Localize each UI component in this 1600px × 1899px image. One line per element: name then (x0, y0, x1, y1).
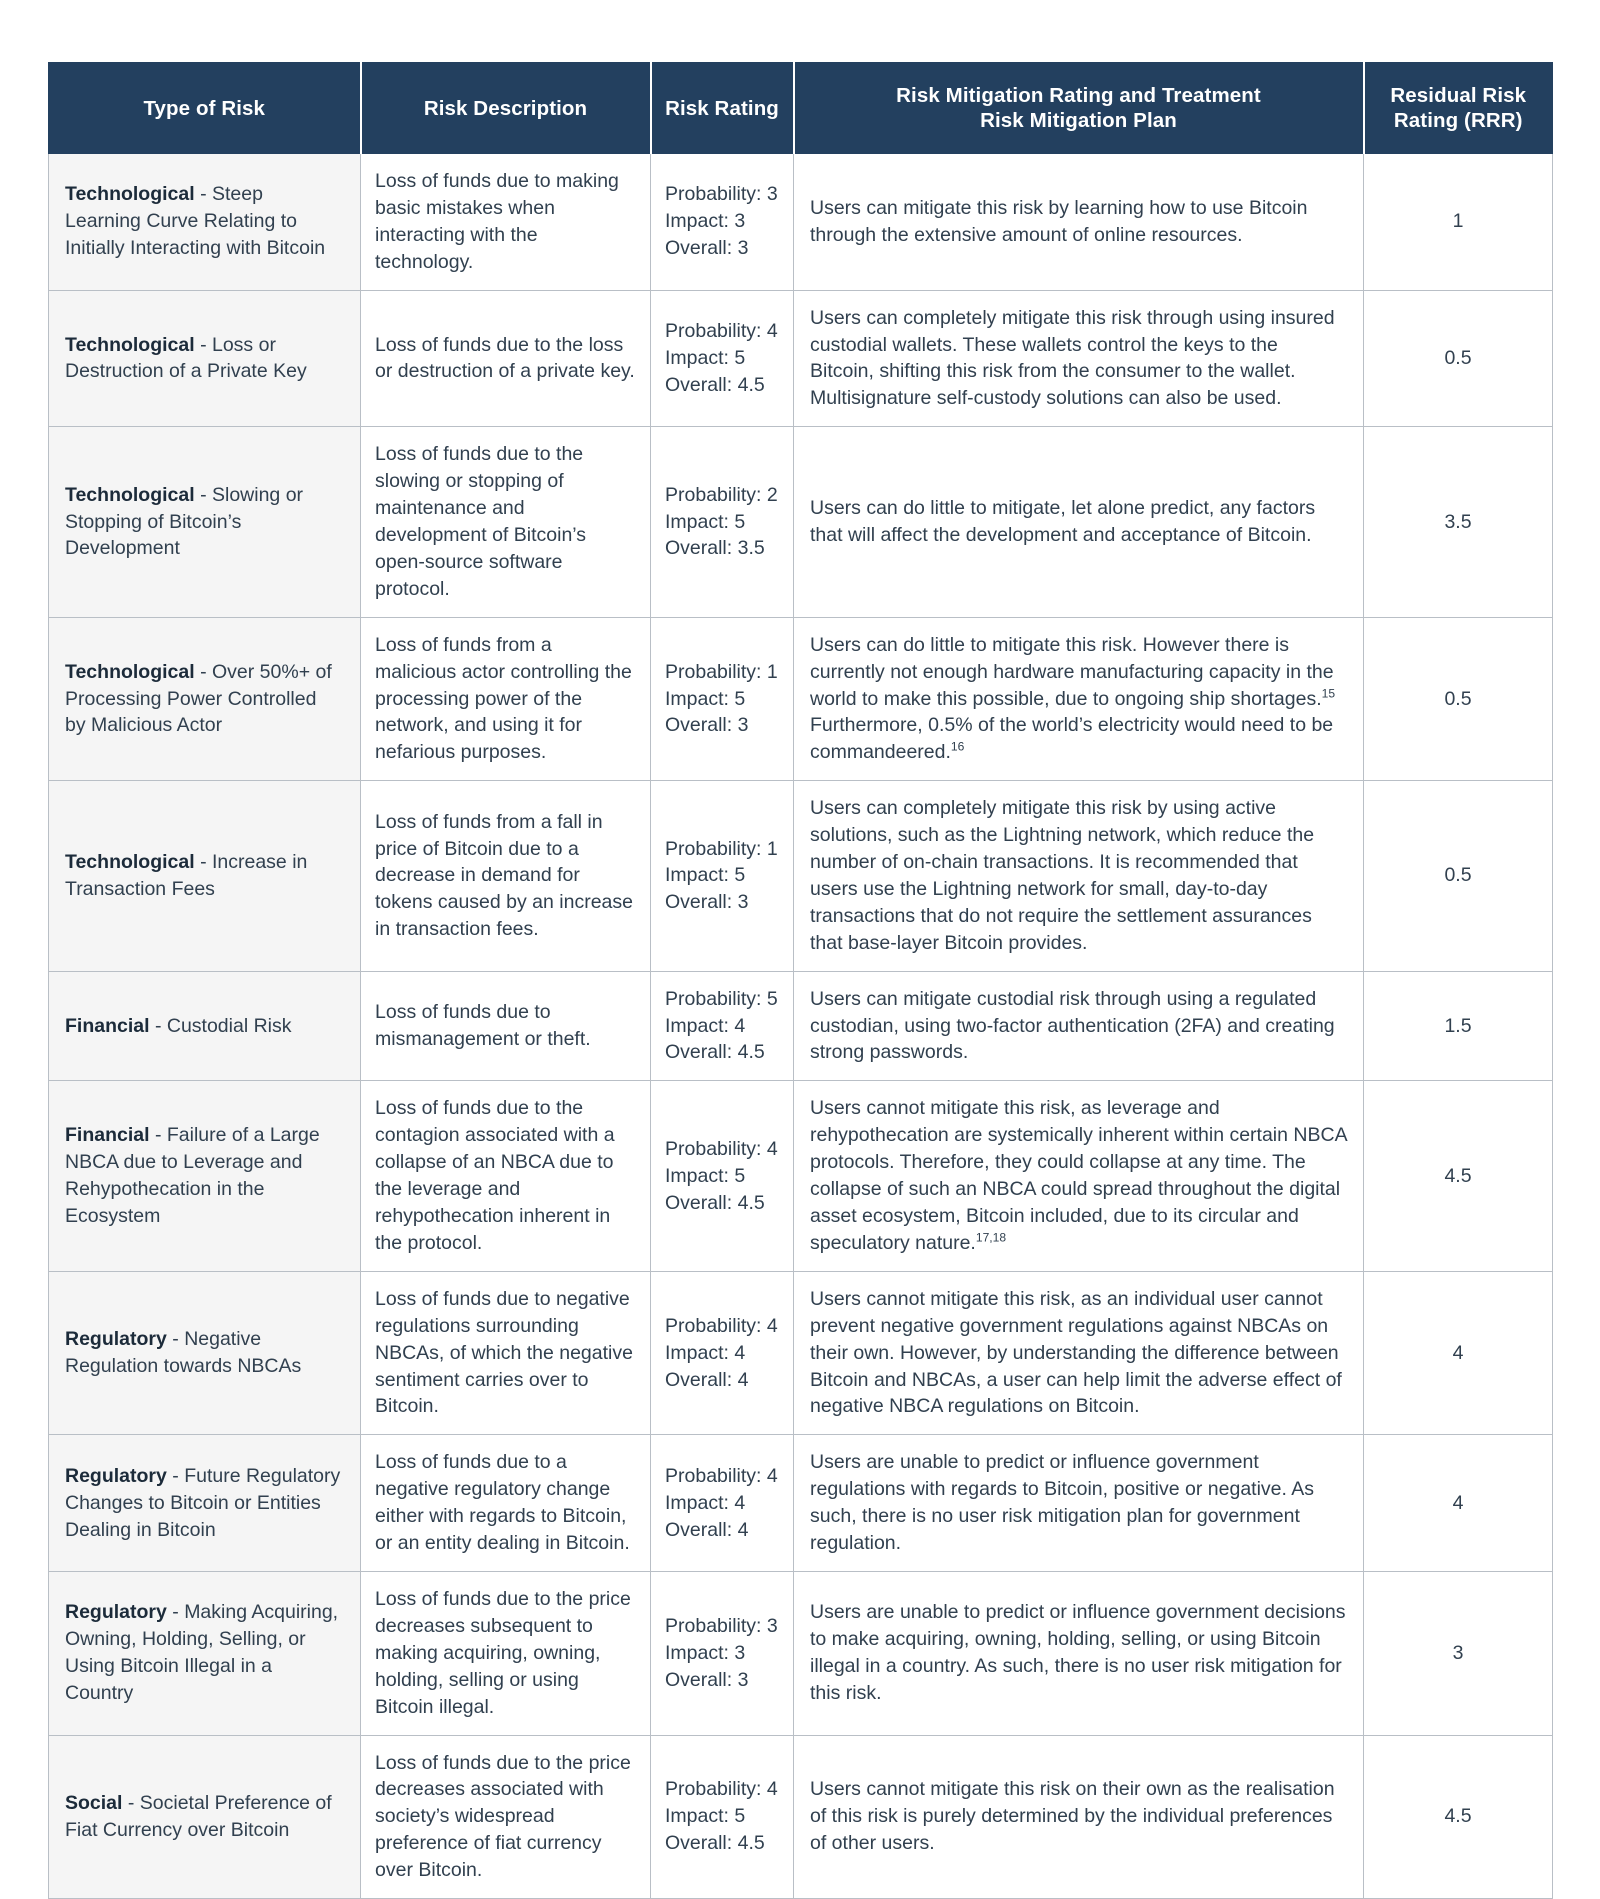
rating-probability: Probability: 4 (665, 1137, 778, 1160)
rating-impact: Impact: 5 (665, 346, 746, 369)
cell-risk-mitigation-plan: Users can mitigate this risk by learning how to use Bitcoin through the extensive amount of online resources. (794, 154, 1364, 291)
cell-risk-mitigation-plan: Users can completely mitigate this risk by using active solutions, such as the Lightning network, which reduce the number of on-chain transactions. It is recommended that users use the Lightning network for small, day-to-day transactions that do not require the settlement assurances that base-layer Bitcoin provides. (794, 781, 1364, 971)
header-mitigation-line1: Risk Mitigation Rating and Treatment (896, 84, 1261, 107)
cell-type-of-risk (49, 290, 361, 427)
cell-risk-rating (651, 290, 794, 427)
rating-impact: Impact: 4 (665, 1491, 746, 1514)
cell-risk-rating (651, 154, 794, 291)
cell-type-of-risk (49, 971, 361, 1081)
rating-probability: Probability: 4 (665, 1464, 778, 1487)
cell-risk-description: Loss of funds due to mismanagement or theft. (361, 971, 651, 1081)
cell-type-of-risk (49, 1081, 361, 1271)
cell-type-of-risk (49, 1271, 361, 1435)
cell-risk-rating (651, 1271, 794, 1435)
risk-type-detail: - Increase in Transaction Fees (65, 851, 308, 900)
table-row (49, 290, 1553, 427)
cell-type-of-risk (49, 154, 361, 291)
header-rrr-line1: Residual Risk (1390, 84, 1527, 107)
rating-overall: Overall: 4.5 (665, 1041, 765, 1064)
table-body (49, 154, 1553, 1899)
risk-type-detail: - Societal Preference of Fiat Currency over Bitcoin (65, 1791, 332, 1841)
table-row (49, 1435, 1553, 1572)
rating-probability: Probability: 4 (665, 1314, 778, 1337)
table-row (49, 1571, 1553, 1735)
mitigation-text-segment: Users cannot mitigate this risk, as leverage and rehypothecation are systemically inherent within certain NBCA protocols. Therefore, they could collapse at any time. The collapse of such an NBCA could spread throughout the digital asset ecosystem, Bitcoin included, due to its circular and speculatory nature. (810, 1097, 1347, 1254)
cell-risk-description: Loss of funds due to the price decreases associated with society’s widespread preference of fiat currency over Bitcoin. (361, 1735, 651, 1899)
cell-risk-rating (651, 1571, 794, 1735)
risk-category-label: Financial (65, 1014, 150, 1037)
rating-overall: Overall: 4.5 (665, 1832, 765, 1855)
cell-residual-risk-rating: 4 (1364, 1271, 1553, 1435)
cell-residual-risk-rating: 0.5 (1364, 290, 1553, 427)
rating-impact: Impact: 4 (665, 1341, 746, 1364)
cell-risk-description: Loss of funds due to the price decreases subsequent to making acquiring, owning, holding, selling or using Bitcoin illegal. (361, 1571, 651, 1735)
cell-risk-rating (651, 617, 794, 781)
risk-type-detail: - Negative Regulation towards NBCAs (65, 1328, 302, 1378)
cell-risk-mitigation-plan: Users can completely mitigate this risk through using insured custodial wallets. These wallets control the keys to the Bitcoin, shifting this risk from the consumer to the wallet. Multisignature self-custody solutions can also be used. (794, 290, 1364, 427)
cell-risk-description: Loss of funds due to the slowing or stopping of maintenance and development of Bitcoin’s open-source software protocol. (361, 427, 651, 617)
cell-risk-mitigation-plan (794, 617, 1364, 781)
rating-impact: Impact: 3 (665, 1641, 746, 1664)
cell-risk-mitigation-plan: Users can mitigate custodial risk through using a regulated custodian, using two-factor authentication (2FA) and creating strong passwords. (794, 971, 1364, 1081)
risk-type-detail: - Custodial Risk (149, 1014, 292, 1037)
cell-type-of-risk (49, 427, 361, 617)
cell-risk-description: Loss of funds due to negative regulations surrounding NBCAs, of which the negative sentiment carries over to Bitcoin. (361, 1271, 651, 1435)
cell-residual-risk-rating: 1 (1364, 154, 1553, 291)
rating-overall: Overall: 3 (665, 714, 749, 737)
table-row (49, 427, 1553, 617)
cell-type-of-risk (49, 781, 361, 971)
table-row (49, 617, 1553, 781)
cell-risk-rating (651, 1735, 794, 1899)
cell-residual-risk-rating: 1.5 (1364, 971, 1553, 1081)
rating-probability: Probability: 5 (665, 987, 778, 1010)
risk-type-detail: - Failure of a Large NBCA due to Leverage and Rehypothecation in the Ecosystem (65, 1124, 320, 1227)
rating-impact: Impact: 5 (665, 687, 746, 710)
cell-type-of-risk (49, 617, 361, 781)
cell-residual-risk-rating: 0.5 (1364, 617, 1553, 781)
risk-category-label: Technological (65, 483, 195, 506)
risk-category-label: Technological (65, 183, 195, 206)
rating-overall: Overall: 4.5 (665, 373, 765, 396)
risk-type-detail: - Steep Learning Curve Relating to Initially Interacting with Bitcoin (65, 183, 326, 260)
rating-overall: Overall: 4 (665, 1368, 749, 1391)
cell-risk-rating (651, 427, 794, 617)
cell-risk-rating (651, 1081, 794, 1271)
risk-type-detail: - Loss or Destruction of a Private Key (65, 333, 307, 383)
risk-category-label: Technological (65, 851, 195, 874)
rating-overall: Overall: 3 (665, 891, 749, 914)
risk-type-detail: - Over 50%+ of Processing Power Controlled by Malicious Actor (65, 660, 332, 737)
rating-probability: Probability: 1 (665, 660, 778, 683)
cell-risk-description: Loss of funds due to the contagion associated with a collapse of an NBCA due to the leverage and rehypothecation inherent in the protocol. (361, 1081, 651, 1271)
rating-impact: Impact: 5 (665, 1164, 746, 1187)
risk-category-label: Regulatory (65, 1328, 167, 1351)
footnote-marker: 16 (950, 739, 965, 754)
cell-risk-mitigation-plan (794, 1081, 1364, 1271)
rating-overall: Overall: 3 (665, 1668, 749, 1691)
rating-probability: Probability: 3 (665, 183, 778, 206)
column-header-risk-mitigation (794, 63, 1364, 154)
header-row (49, 63, 1553, 154)
risk-type-detail: - Making Acquiring, Owning, Holding, Selling, or Using Bitcoin Illegal in a Country (65, 1601, 339, 1705)
rating-overall: Overall: 4 (665, 1518, 749, 1541)
cell-risk-mitigation-plan: Users cannot mitigate this risk, as an individual user cannot prevent negative government regulations against NBCAs on their own. However, by understanding the difference between Bitcoin and NBCAs, a user can help limit the adverse effect of negative NBCA regulations on Bitcoin. (794, 1271, 1364, 1435)
cell-risk-description: Loss of funds from a malicious actor controlling the processing power of the network, and using it for nefarious purposes. (361, 617, 651, 781)
column-header-residual-risk-rating (1364, 63, 1553, 154)
cell-residual-risk-rating: 4 (1364, 1435, 1553, 1572)
cell-risk-rating (651, 971, 794, 1081)
cell-risk-mitigation-plan: Users cannot mitigate this risk on their own as the realisation of this risk is purely determined by the individual preferences of other users. (794, 1735, 1364, 1899)
risk-category-label: Technological (65, 333, 195, 356)
rating-overall: Overall: 4.5 (665, 1191, 765, 1214)
rating-impact: Impact: 4 (665, 1014, 746, 1037)
rating-probability: Probability: 4 (665, 1778, 778, 1801)
table-row (49, 781, 1553, 971)
cell-risk-description: Loss of funds from a fall in price of Bitcoin due to a decrease in demand for tokens caused by an increase in transaction fees. (361, 781, 651, 971)
cell-type-of-risk (49, 1735, 361, 1899)
table-row (49, 1081, 1553, 1271)
cell-risk-mitigation-plan: Users can do little to mitigate, let alone predict, any factors that will affect the development and acceptance of Bitcoin. (794, 427, 1364, 617)
header-mitigation-line2: Risk Mitigation Plan (980, 109, 1177, 132)
rating-probability: Probability: 3 (665, 1614, 778, 1637)
risk-category-label: Regulatory (65, 1464, 167, 1487)
risk-category-label: Social (65, 1791, 123, 1814)
column-header-risk-description: Risk Description (361, 63, 651, 154)
risk-type-detail: - Future Regulatory Changes to Bitcoin or Entities Dealing in Bitcoin (65, 1464, 341, 1541)
cell-type-of-risk (49, 1435, 361, 1572)
mitigation-text-segment: Users can do little to mitigate this risk. However there is currently not enough hardware manufacturing capacity in the world to make this possible, due to ongoing ship shortages. (810, 633, 1334, 710)
rating-probability: Probability: 1 (665, 837, 778, 860)
column-header-risk-rating: Risk Rating (651, 63, 794, 154)
mitigation-text-segment: Furthermore, 0.5% of the world’s electricity would need to be commandeered. (810, 714, 1334, 764)
cell-risk-mitigation-plan: Users are unable to predict or influence government decisions to make acquiring, owning, holding, selling, or using Bitcoin illegal in a country. As such, there is no user risk mitigation for this risk. (794, 1571, 1364, 1735)
cell-residual-risk-rating: 3.5 (1364, 427, 1553, 617)
footnote-marker: 17,18 (975, 1230, 1007, 1245)
rating-overall: Overall: 3 (665, 237, 749, 260)
cell-risk-description: Loss of funds due to a negative regulatory change either with regards to Bitcoin, or an entity dealing in Bitcoin. (361, 1435, 651, 1572)
cell-residual-risk-rating: 0.5 (1364, 781, 1553, 971)
risk-category-label: Technological (65, 660, 195, 683)
cell-residual-risk-rating: 4.5 (1364, 1735, 1553, 1899)
rating-impact: Impact: 3 (665, 210, 746, 233)
table-row (49, 154, 1553, 291)
column-header-type-of-risk: Type of Risk (49, 63, 361, 154)
cell-type-of-risk (49, 1571, 361, 1735)
rating-probability: Probability: 4 (665, 320, 778, 343)
header-rrr-line2: Rating (RRR) (1393, 109, 1523, 132)
cell-residual-risk-rating: 3 (1364, 1571, 1553, 1735)
table-row (49, 1271, 1553, 1435)
cell-risk-mitigation-plan: Users are unable to predict or influence government regulations with regards to Bitcoin, positive or negative. As such, there is no user risk mitigation plan for government regulation. (794, 1435, 1364, 1572)
risk-category-label: Financial (65, 1124, 150, 1147)
risk-category-label: Regulatory (65, 1601, 167, 1624)
rating-impact: Impact: 5 (665, 510, 746, 533)
cell-risk-rating (651, 1435, 794, 1572)
footnote-marker: 15 (1321, 686, 1336, 700)
rating-impact: Impact: 5 (665, 1805, 746, 1828)
risk-type-detail: - Slowing or Stopping of Bitcoin’s Development (65, 483, 304, 560)
table-row (49, 971, 1553, 1081)
cell-risk-description: Loss of funds due to the loss or destruction of a private key. (361, 290, 651, 427)
table-row (49, 1735, 1553, 1899)
rating-impact: Impact: 5 (665, 864, 746, 887)
rating-overall: Overall: 3.5 (665, 537, 765, 560)
table-header (49, 63, 1553, 154)
risk-assessment-table (48, 62, 1553, 1899)
rating-probability: Probability: 2 (665, 483, 778, 506)
cell-risk-rating (651, 781, 794, 971)
cell-residual-risk-rating: 4.5 (1364, 1081, 1553, 1271)
cell-risk-description: Loss of funds due to making basic mistakes when interacting with the technology. (361, 154, 651, 291)
